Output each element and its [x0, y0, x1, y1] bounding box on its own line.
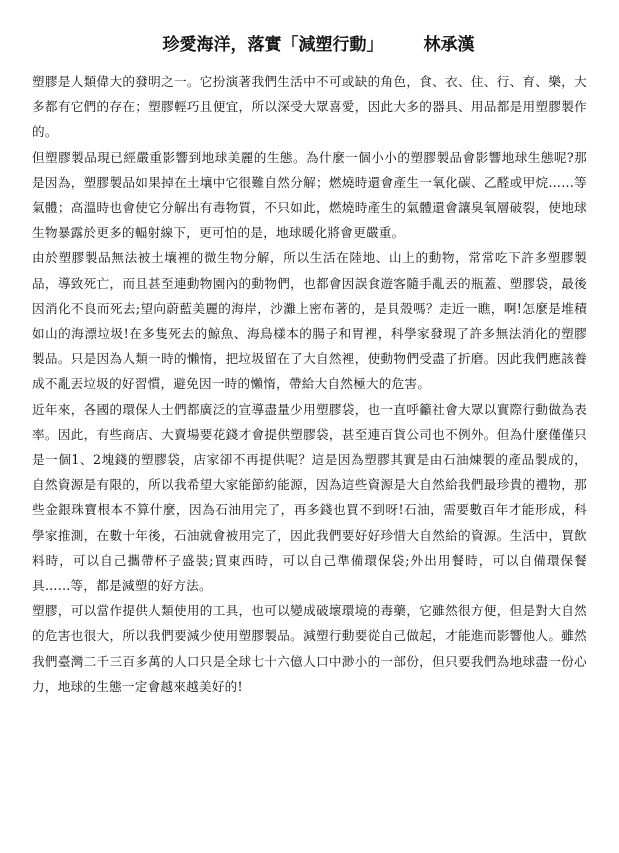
paragraph-4: 近年來，各國的環保人士們都廣泛的宣導盡量少用塑膠袋，也一直呼籲社會大眾以實際行動做為表率。因此，有些商店、大賣場要花錢才會提供塑膠袋，甚至連百貨公司也不例外。但為什麼僅僅只是一個1、2塊錢的塑膠袋，店家卻不再提供呢？這是因為塑膠其實是由石油煉製的產品製成的，自然資源是有限的，所以我希望大家能節約能源，因為這些資源是大自然給我們最珍貴的禮物，那些金銀珠寶根本不算什麼，因為石油用完了，再多錢也買不到呀!石油，需要數百年才能形成，科學家推測，在數十年後，石油就會被用完了，因此我們要好好珍惜大自然給的資源。生活中，買飲料時，可以自己攜帶杯子盛裝;買東西時，可以自己準備環保袋;外出用餐時，可以自備環保餐具……等，都是減塑的好方法。	[32, 401, 587, 594]
paragraph-5: 塑膠，可以當作提供人類使用的工具，也可以變成破壞環境的毒藥，它雖然很方便，但是對大自然的危害也很大，所以我們要減少使用塑膠製品。減塑行動要從自己做起，才能進而影響他人。雖然我們臺灣二千三百多萬的人口只是全球七十六億人口中渺小的一部份，但只要我們為地球盡一份心力，地球的生態一定會越來越美好的!	[32, 603, 587, 694]
author-name: 林承漢	[423, 35, 475, 55]
paragraph-2: 但塑膠製品現已經嚴重影響到地球美麗的生態。為什麼一個小小的塑膠製品會影響地球生態呢?那是因為，塑膠製品如果掉在土壤中它很難自然分解；燃燒時還會產生一氧化碳、乙醛或甲烷……等氣體；高溫時也會使它分解出有毒物質，不只如此，燃燒時產生的氣體還會讓臭氧層破裂，使地球生物暴露於更多的輻射線下，更可怕的是，地球暖化將會更嚴重。	[32, 149, 587, 241]
document-title: 珍愛海洋，落實「減塑行動」	[162, 35, 384, 55]
essay-body	[32, 69, 587, 699]
title-row	[50, 34, 587, 56]
paragraph-1: 塑膠是人類偉大的發明之一。它扮演著我們生活中不可或缺的角色，食、衣、住、行、育、樂，大多都有它們的存在；塑膠輕巧且便宜，所以深受大眾喜愛，因此大多的器具、用品都是用塑膠製作的。	[32, 74, 587, 140]
paragraph-3: 由於塑膠製品無法被土壤裡的微生物分解，所以生活在陸地、山上的動物，常常吃下許多塑膠製品，導致死亡，而且甚至連動物園內的動物們，也都會因誤食遊客隨手亂丟的瓶蓋、塑膠袋，最後因消化不良而死去;望向蔚藍美麗的海岸，沙灘上密布著的，是貝殼嗎？走近一瞧，啊!怎麼是堆積如山的海漂垃圾!在多隻死去的鯨魚、海鳥樣本的腸子和胃裡，科學家發現了許多無法消化的塑膠製品。只是因為人類一時的懶惰，把垃圾留在了大自然裡，使動物們受盡了折磨。因此我們應該養成不亂丟垃圾的好習慣，避免因一時的懶惰，帶給大自然極大的危害。	[32, 250, 587, 392]
document-page	[32, 34, 587, 699]
